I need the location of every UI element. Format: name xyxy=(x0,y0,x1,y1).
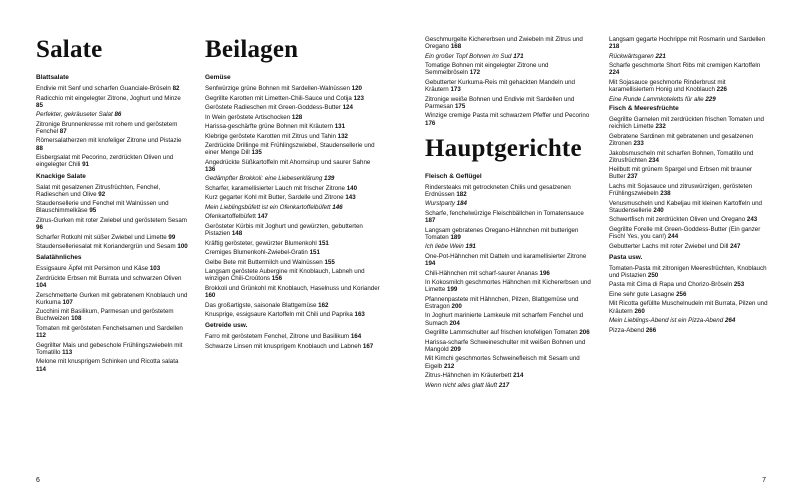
toc-column-2 xyxy=(205,36,380,352)
entry-page-number: 107 xyxy=(62,298,73,306)
entry-title: Geröstete Radieschen mit Green-Goddess-Butter xyxy=(205,104,341,111)
entry-page-number: 233 xyxy=(633,140,644,148)
entry-page-number: 108 xyxy=(71,315,82,323)
entry-title: Mein Lieblingsbüfett ist ein Ofenkartoffelbüfett xyxy=(205,203,331,211)
toc-entry xyxy=(36,137,188,151)
entry-page-number: 123 xyxy=(353,94,364,102)
toc-entry xyxy=(205,123,380,130)
toc-entry xyxy=(425,296,593,310)
entry-page-number: 92 xyxy=(98,190,106,198)
toc-entry xyxy=(205,104,380,111)
toc-entry xyxy=(205,311,380,318)
chapter-heading: Beilagen xyxy=(205,36,299,63)
entry-page-number: 148 xyxy=(231,230,243,238)
entry-page-number: 234 xyxy=(648,156,659,164)
entry-title: Wurstparty xyxy=(425,200,455,208)
entry-page-number: 200 xyxy=(451,302,462,310)
entry-page-number: 151 xyxy=(309,249,320,257)
toc-entry xyxy=(609,183,769,197)
entry-page-number: 151 xyxy=(318,239,329,247)
entry-page-number: 189 xyxy=(450,233,461,241)
entry-title: Perfekter, gekräuseter Salat xyxy=(36,111,113,119)
page-number-right: 7 xyxy=(762,477,766,484)
entry-title: Lachs mit Sojasauce und zitruswürzigen, gerösteten Frühlingszwiebeln xyxy=(609,182,753,198)
entry-page-number: 212 xyxy=(443,362,455,370)
entry-page-number: 139 xyxy=(324,175,335,183)
toc-entry xyxy=(609,116,769,130)
entry-page-number: 182 xyxy=(456,190,467,198)
entry-page-number: 146 xyxy=(332,203,343,211)
entry-page-number: 82 xyxy=(172,85,180,92)
entry-page-number: 135 xyxy=(251,149,262,157)
toc-entry xyxy=(36,243,188,250)
entry-title: Gelbe Bete mit Buttermilch und Walnüssen xyxy=(205,258,323,266)
entry-page-number: 87 xyxy=(59,127,67,135)
entry-title: Staudensellerie und Fenchel mit Walnüssen und Blauschimmelkäse xyxy=(36,200,169,215)
toc-entry xyxy=(36,217,188,231)
entry-page-number: 171 xyxy=(513,52,524,60)
entry-page-number: 176 xyxy=(425,119,436,127)
entry-title: Pizza-Abend xyxy=(609,326,645,334)
toc-entry xyxy=(205,204,380,211)
toc-entry xyxy=(205,133,380,140)
entry-page-number: 147 xyxy=(257,213,268,221)
entry-title: Römersalatherzen mit knofeliger Zitrone und Pistazie xyxy=(36,137,182,145)
entry-title: Scharfer Rotkohl mit süßer Zwiebel und Limette xyxy=(36,233,167,241)
toc-entry xyxy=(425,36,593,50)
entry-page-number: 162 xyxy=(318,301,329,309)
entry-title: Tomatige Bohnen mit eingelegter Zitrone und Semmelbröseln xyxy=(425,62,549,77)
entry-page-number: 214 xyxy=(513,372,524,380)
toc-entry xyxy=(36,184,188,198)
entry-page-number: 194 xyxy=(425,260,436,268)
toc-entry xyxy=(609,36,769,50)
toc-entry xyxy=(425,382,593,389)
entry-title: Zitronige Brunnenkresse mit rohem und geröstetem Fenchel xyxy=(36,120,178,135)
toc-entry xyxy=(205,333,380,340)
entry-page-number: 85 xyxy=(36,101,43,109)
entry-title: Tomaten-Pasta mit zitronigen Meeresfrüchten, Knoblauch und Pistazien xyxy=(609,264,767,279)
entry-page-number: 88 xyxy=(36,144,43,152)
toc-entry xyxy=(36,342,188,356)
entry-title: Langsam gegarte Hochrippe mit Rosmarin und Sardellen xyxy=(609,36,766,43)
toc-entry xyxy=(36,111,188,118)
entry-title: Gegrillte Lammschulter auf frischen knofeligen Tomaten xyxy=(425,329,578,337)
toc-entry xyxy=(425,355,593,369)
entry-page-number: 104 xyxy=(36,282,47,290)
toc-entry xyxy=(425,53,593,60)
entry-title: Melone mit knusprigem Schinken und Ricotta salata xyxy=(36,358,179,366)
toc-entry xyxy=(609,133,769,147)
toc-entry xyxy=(36,234,188,241)
entry-title: Gedämpfter Brokkoli: eine Liebeserklärung xyxy=(205,175,323,183)
toc-entry xyxy=(205,259,380,266)
entry-page-number: 187 xyxy=(425,217,436,225)
entry-title: Gerösteter Kürbis mit Joghurt und gewürzten, gebutterten Pistazien xyxy=(205,222,363,238)
toc-entry xyxy=(205,268,380,282)
toc-entry xyxy=(36,275,188,289)
entry-title: Gebutterter Kurkuma-Reis mit gehackten Mandeln und Kräutern xyxy=(425,78,575,94)
entry-page-number: 256 xyxy=(676,290,687,298)
toc-entry xyxy=(36,154,188,168)
entry-title: Ich liebe Wein xyxy=(425,243,464,251)
entry-title: In Wein geröstete Artischocken xyxy=(205,113,291,121)
entry-title: Knusprige, essigsaure Kartoffeln mit Chili und Paprika xyxy=(205,311,353,319)
toc-entry xyxy=(425,184,593,198)
entry-title: Wenn nicht alles glatt läuft xyxy=(425,381,498,389)
entry-title: Cremiges Blumenkohl-Zwiebel-Gratin xyxy=(205,249,308,257)
toc-entry xyxy=(36,200,188,214)
entry-page-number: 160 xyxy=(205,292,216,300)
entry-page-number: 238 xyxy=(660,190,671,198)
entry-title: Eine Runde Lammkoteletts für alle xyxy=(609,95,704,103)
toc-entry xyxy=(425,96,593,110)
toc-entry xyxy=(609,300,769,314)
toc-entry xyxy=(425,312,593,326)
toc-entry xyxy=(205,142,380,156)
entry-title: Senfwürzige grüne Bohnen mit Sardellen-Walnüssen xyxy=(205,85,350,92)
entry-title: Staudenselleriesalat mit Koriandergrün und Sesam xyxy=(36,243,176,251)
entry-title: Radicchio mit eingelegter Zitrone, Joghurt und Minze xyxy=(36,94,181,102)
toc-entry xyxy=(609,291,769,298)
entry-title: Mit Ricotta gefüllte Muschelnudeln mit Burrata, Pilzen und Kräutern xyxy=(609,300,768,315)
entry-title: Endivie mit Senf und scharfen Guanciale-Bröseln xyxy=(36,85,171,92)
toc-entry xyxy=(609,265,769,279)
toc-entry xyxy=(425,79,593,93)
section-heading: Blattsalate xyxy=(36,74,69,81)
entry-title: Ein großer Topf Bohnen im Sud xyxy=(425,52,512,60)
toc-entry xyxy=(609,150,769,164)
toc-entry xyxy=(609,281,769,288)
entry-title: Zucchini mit Basilikum, Parmesan und geröstetem Buchweizen xyxy=(36,308,174,323)
toc-entry xyxy=(609,62,769,76)
toc-entry xyxy=(36,308,188,322)
toc-entry xyxy=(205,85,380,92)
toc-entry xyxy=(609,200,769,214)
entry-title: Schwarze Linsen mit knusprigem Knoblauch und Labneh xyxy=(205,342,362,350)
section-heading: Knackige Salate xyxy=(36,172,86,180)
toc-entry xyxy=(425,227,593,241)
entry-title: Salat mit gesalzenen Zitrusfrüchten, Fenchel, Radieschen und Olive xyxy=(36,183,161,198)
entry-page-number: 128 xyxy=(291,113,303,121)
toc-entry xyxy=(425,329,593,336)
entry-title: Harissa-geschärfte grüne Bohnen mit Kräutern xyxy=(205,123,333,130)
toc-entry xyxy=(425,339,593,353)
entry-page-number: 253 xyxy=(733,281,745,289)
toc-entry xyxy=(205,285,380,299)
entry-title: Das großartigste, saisonale Blattgemüse xyxy=(205,301,317,309)
entry-page-number: 114 xyxy=(36,365,46,373)
toc-entry xyxy=(609,166,769,180)
entry-title: Klebrige geröstete Karotten mit Zitrus und Tahin xyxy=(205,132,336,140)
toc-entry xyxy=(205,95,380,102)
entry-page-number: 199 xyxy=(447,286,458,294)
section-heading: Pasta usw. xyxy=(609,253,643,261)
entry-page-number: 103 xyxy=(149,265,161,273)
toc-entry xyxy=(36,358,188,372)
toc-entry xyxy=(205,343,380,350)
entry-title: Venusmuscheln und Kabeljau mit kleinen Kartoffeln und Staudensellerie xyxy=(609,199,762,214)
toc-entry xyxy=(205,175,380,182)
entry-title: In Joghurt marinierte Lamkeule mit scharfem Fenchel und Sumach xyxy=(425,312,584,327)
entry-page-number: 163 xyxy=(354,311,365,319)
entry-page-number: 143 xyxy=(345,194,356,202)
entry-title: Langsam geröstete Aubergine mit Knoblauch, Labneh und winzigen Chili-Croûtons xyxy=(205,268,365,283)
toc-entry xyxy=(425,270,593,277)
entry-page-number: 224 xyxy=(609,69,620,77)
toc-column-1 xyxy=(36,36,188,375)
entry-page-number: 96 xyxy=(36,224,43,232)
entry-page-number: 204 xyxy=(449,319,460,327)
toc-entry xyxy=(609,226,769,240)
entry-title: Mit Sojasauce geschmorte Rinderbrust mit karamellisiertem Honig und Knoblauch xyxy=(609,78,726,94)
section-heading: Salatähnliches xyxy=(36,254,82,262)
toc-entry xyxy=(425,112,593,126)
entry-page-number: 244 xyxy=(667,233,679,241)
entry-page-number: 120 xyxy=(351,85,362,92)
entry-title: Ofenkartoffelbüfett xyxy=(205,213,256,221)
entry-page-number: 196 xyxy=(539,269,550,277)
entry-page-number: 232 xyxy=(655,123,666,131)
toc-entry xyxy=(425,372,593,379)
toc-entry xyxy=(36,265,188,272)
entry-page-number: 175 xyxy=(454,102,466,110)
toc-entry xyxy=(609,216,769,223)
toc-entry xyxy=(36,85,188,92)
entry-title: Gegrillte Karotten mit Limetten-Chili-Sauce und Cotija xyxy=(205,94,352,102)
toc-entry xyxy=(205,302,380,309)
toc-entry xyxy=(205,159,380,173)
entry-title: Heilbutt mit grünem Spargel und Erbsen mit brauner Butter xyxy=(609,166,753,181)
entry-page-number: 191 xyxy=(465,243,476,251)
entry-page-number: 172 xyxy=(469,69,481,77)
toc-entry xyxy=(609,96,769,103)
entry-page-number: 209 xyxy=(450,345,461,353)
entry-title: Essigsaure Äpfel mit Persimon und Käse xyxy=(36,265,149,273)
page-number-left: 6 xyxy=(36,477,40,484)
entry-title: Brokkoli und Grünkohl mit Knoblauch, Haselnuss und Koriander xyxy=(205,284,380,292)
entry-page-number: 168 xyxy=(450,43,462,51)
entry-title: Gebutterter Lachs mit roter Zwiebel und Dill xyxy=(609,242,729,250)
entry-page-number: 131 xyxy=(334,123,346,130)
entry-title: Farro mit geröstetem Fenchel, Zitrone und Basilikum xyxy=(205,333,350,341)
entry-page-number: 264 xyxy=(724,317,736,325)
toc-entry xyxy=(205,223,380,237)
toc-entry xyxy=(609,79,769,93)
entry-title: Gegrillte Garnelen mit zerdrückten frischen Tomaten und reichlich Limette xyxy=(609,116,764,131)
entry-title: Schwertfisch mit zerdrückten Oliven und Oregano xyxy=(609,216,746,224)
entry-page-number: 140 xyxy=(346,184,358,192)
entry-title: Zitrus-Hähnchen im Kräuterbett xyxy=(425,372,512,380)
toc-entry xyxy=(609,317,769,324)
entry-title: Scharfe, fenchelwürzige Fleischbällchen in Tomatensauce xyxy=(425,209,584,217)
toc-entry xyxy=(36,325,188,339)
toc-entry xyxy=(609,327,769,334)
entry-title: Geschmurgelte Kichererbsen und Zwiebeln mit Zitrus und Oregano xyxy=(425,36,583,51)
entry-page-number: 91 xyxy=(82,161,89,169)
toc-entry xyxy=(36,95,188,109)
toc-entry xyxy=(425,243,593,250)
entry-page-number: 243 xyxy=(746,216,758,224)
entry-title: Kräftig gerösteter, gewürzter Blumenkohl xyxy=(205,239,317,247)
toc-entry xyxy=(205,194,380,201)
entry-page-number: 247 xyxy=(730,242,741,250)
entry-page-number: 167 xyxy=(362,342,374,350)
entry-title: Mein Lieblings-Abend ist ein Pizza-Abend xyxy=(609,317,724,325)
entry-page-number: 250 xyxy=(647,271,659,279)
entry-page-number: 99 xyxy=(168,233,176,241)
entry-title: Scharfe geschmorte Short Ribs mit cremigen Kartoffeln xyxy=(609,62,761,70)
toc-entry xyxy=(425,279,593,293)
entry-title: Zerdrückte Drillinge mit Frühlingszwiebel, Staudensellerie und einer Menge Dill xyxy=(205,142,375,157)
toc-column-4 xyxy=(609,36,769,336)
entry-title: Rindersteaks mit getrockneten Chilis und gesalzenen Erdnüssen xyxy=(425,183,571,198)
section-heading: Fisch & Meeresfrüchte xyxy=(609,105,679,113)
entry-page-number: 155 xyxy=(324,258,335,266)
entry-page-number: 132 xyxy=(337,132,348,140)
entry-title: Kurz gegarter Kohl mit Butter, Sardelle und Zitrone xyxy=(205,194,344,202)
toc-entry xyxy=(205,249,380,256)
entry-page-number: 260 xyxy=(634,307,645,315)
entry-page-number: 173 xyxy=(450,86,461,94)
entry-page-number: 124 xyxy=(342,104,353,111)
entry-page-number: 229 xyxy=(705,95,716,103)
entry-title: Langsam gebratenes Oregano-Hähnchen mit butterigen Tomaten xyxy=(425,226,579,241)
entry-title: Harissa-scharfe Schweineschulter mit weißen Bohnen und Mangold xyxy=(425,338,586,353)
toc-entry xyxy=(425,253,593,267)
entry-title: In Kokosmilch geschmortes Hähnchen mit Kichererbsen und Limette xyxy=(425,279,591,294)
entry-title: Zerdrückte Erbsen mit Burrata und schwarzen Oliven xyxy=(36,274,182,282)
toc-entry xyxy=(36,121,188,135)
entry-page-number: 164 xyxy=(350,333,362,341)
entry-page-number: 240 xyxy=(653,206,664,214)
entry-title: Winzige cremige Pasta mit schwarzem Pfeffer und Pecorino xyxy=(425,112,590,120)
entry-title: Rückwärtsgaren xyxy=(609,52,654,60)
entry-page-number: 226 xyxy=(716,86,727,94)
entry-page-number: 184 xyxy=(456,200,467,208)
entry-page-number: 218 xyxy=(609,43,620,51)
entry-page-number: 156 xyxy=(271,275,283,283)
toc-entry xyxy=(425,200,593,207)
entry-page-number: 237 xyxy=(627,173,638,181)
toc-entry xyxy=(205,240,380,247)
entry-page-number: 95 xyxy=(89,207,97,215)
entry-title: Zerschmetterte Gurken mit gebratenem Knoblauch und Kurkuma xyxy=(36,291,188,306)
toc-entry xyxy=(425,210,593,224)
toc-entry xyxy=(36,292,188,306)
entry-title: Eine sehr gute Lasagne xyxy=(609,290,675,298)
entry-page-number: 266 xyxy=(645,326,657,334)
entry-title: Gegrillte Forelle mit Green-Goddess-Butter (Ein ganzer Fisch! Yes, you can!) xyxy=(609,225,761,241)
toc-entry xyxy=(205,114,380,121)
entry-title: Zitronige weiße Bohnen und Endivie mit Sardellen und Parmesan xyxy=(425,95,575,110)
entry-page-number: 221 xyxy=(655,52,666,60)
toc-entry xyxy=(205,185,380,192)
entry-page-number: 86 xyxy=(114,111,122,119)
toc-column-3 xyxy=(425,36,593,391)
entry-title: Gegrillter Mais und gebeschole Frühlingszwiebeln mit Tomatillo xyxy=(36,341,183,356)
toc-entry xyxy=(205,213,380,220)
entry-title: Scharfer, karamellisierter Lauch mit frischer Zitrone xyxy=(205,184,345,192)
entry-title: Mit Kimchi geschmortes Schweinefleisch mit Sesam und Eigelb xyxy=(425,355,580,370)
entry-page-number: 206 xyxy=(579,329,590,337)
toc-entry xyxy=(609,243,769,250)
entry-title: Chili-Hähnchen mit scharf-saurer Ananas xyxy=(425,269,538,277)
entry-title: Gebratene Sardinen mit gebratenen und gesalzenen Zitronen xyxy=(609,132,754,148)
entry-page-number: 217 xyxy=(498,381,510,389)
entry-title: One-Pot-Hähnchen mit Datteln und karamellisierter Zitrone xyxy=(425,252,587,260)
section-heading: Fleisch & Geflügel xyxy=(425,172,482,180)
chapter-heading: Hauptgerichte xyxy=(425,134,582,162)
toc-entry xyxy=(609,53,769,60)
entry-title: Jakobsmuscheln mit scharfen Bohnen, Tomatillo und Zitrusfrüchten xyxy=(609,149,754,164)
entry-page-number: 112 xyxy=(36,332,46,340)
entry-title: Tomaten mit gerösteten Fenchelsamen und Sardellen xyxy=(36,324,183,332)
entry-title: Zitrus-Gurken mit roter Zwiebel und geröstetem Sesam xyxy=(36,216,187,224)
toc-entry xyxy=(425,62,593,76)
section-heading: Getreide usw. xyxy=(205,322,248,330)
entry-title: Eisbergsalat mit Pecorino, zerdrückten Oliven und eingelegter Chili xyxy=(36,154,174,169)
entry-page-number: 113 xyxy=(62,348,73,356)
section-heading: Gemüse xyxy=(205,74,231,81)
entry-title: Pfannenpastete mit Hähnchen, Pilzen, Blattgemüse und Estragon xyxy=(425,295,579,310)
entry-page-number: 136 xyxy=(205,165,216,173)
entry-title: Angedrückte Süßkartoffeln mit Ahornsirup und saurer Sahne xyxy=(205,158,371,166)
entry-page-number: 100 xyxy=(177,243,188,251)
entry-title: Pasta mit Cima di Rapa und Chorizo-Bröseln xyxy=(609,281,733,289)
chapter-heading: Salate xyxy=(36,36,103,63)
